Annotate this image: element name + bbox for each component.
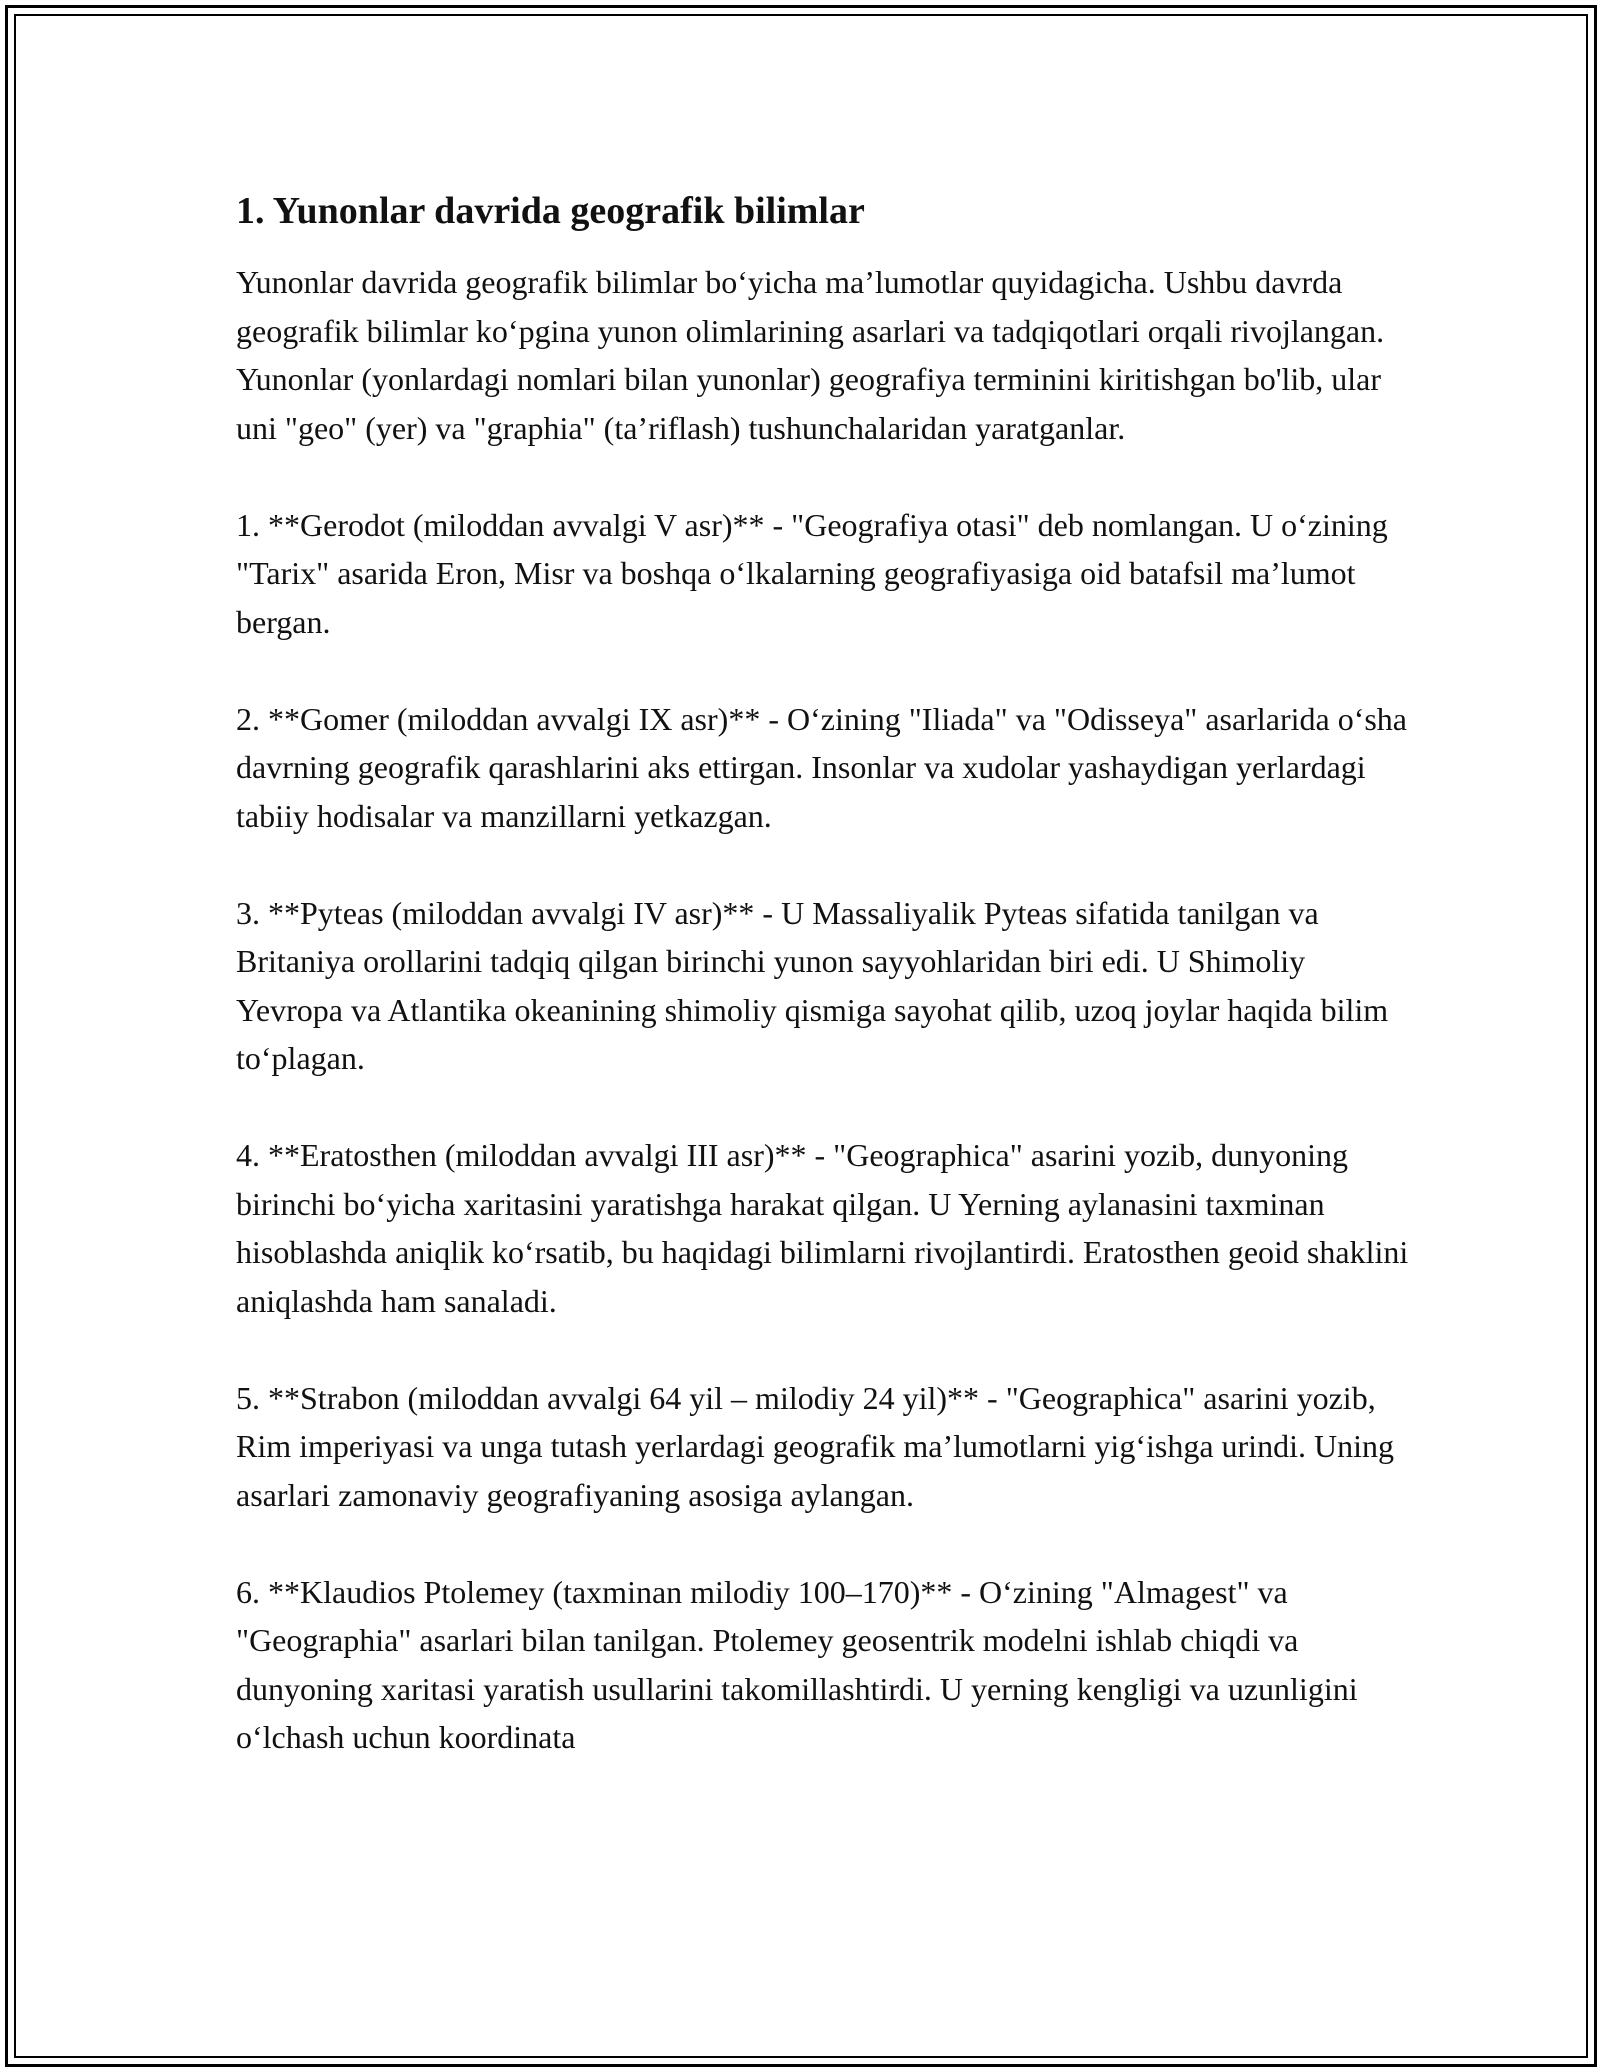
list-item-strabon: 5. **Strabon (miloddan avvalgi 64 yil – milodiy 24 yil)** - "Geographica" asarini yozib, Rim imperiyasi va unga tutash yerlardagi geografik ma’lumotlarni yig‘ishga urindi. Uning asarlari zamonaviy geografiyaning asosiga aylangan. bbox=[236, 1379, 1394, 1513]
section-heading: 1. Yunonlar davrida geografik bilimlar bbox=[236, 190, 865, 232]
list-item-gomer: 2. **Gomer (miloddan avvalgi IX asr)** - O‘zining "Iliada" va "Odisseya" asarlarida o‘sha davrning geografik qarashlarini aks ettirgan. Insonlar va xudolar yashaydigan yerlardagi tabiiy hodisalar va manzillarni yetkazgan. bbox=[236, 700, 1407, 834]
intro-paragraph: Yunonlar davrida geografik bilimlar bo‘yicha ma’lumotlar quyidagicha. Ushbu davrda geografik bilimlar ko‘pgina yunon olimlarining asarlari va tadqiqotlari orqali rivojlangan. Yunonlar (yonlardagi nomlari bilan yunonlar) geografiya terminini kiritishgan bo'lib, ular uni "geo" (yer) va "graphia" (ta’riflash) tushunchalaridan yaratganlar. bbox=[236, 264, 1385, 446]
list-item-gerodot: 1. **Gerodot (miloddan avvalgi V asr)** - "Geografiya otasi" deb nomlangan. U o‘zining "Tarix" asarida Eron, Misr va boshqa o‘lkalarning geografiyasiga oid batafsil ma’lumot bergan. bbox=[236, 506, 1388, 640]
list-item-ptolemey: 6. **Klaudios Ptolemey (taxminan milodiy 100–170)** - O‘zining "Almagest" va "Geographia" asarlari bilan tanilgan. Ptolemey geosentrik modelni ishlab chiqdi va dunyoning xaritasi yaratish usullarini takomillashtirdi. U yerning kengligi va uzunligini o‘lchash uchun koordinata bbox=[236, 1573, 1358, 1755]
document-body bbox=[236, 186, 1416, 1810]
list-item-pyteas: 3. **Pyteas (miloddan avvalgi IV asr)** - U Massaliyalik Pyteas sifatida tanilgan va Britaniya orollarini tadqiq qilgan birinchi yunon sayyohlaridan biri edi. U Shimoliy Yevropa va Atlantika okeanining shimoliy qismiga sayohat qilib, uzoq joylar haqida bilim to‘plagan. bbox=[236, 894, 1389, 1076]
list-item-eratosthen: 4. **Eratosthen (miloddan avvalgi III asr)** - "Geographica" asarini yozib, dunyoning birinchi bo‘yicha xaritasini yaratishga harakat qilgan. U Yerning aylanasini taxminan hisoblashda aniqlik ko‘rsatib, bu haqidagi bilimlarni rivojlantirdi. Eratosthen geoid shaklini aniqlashda ham sanaladi. bbox=[236, 1137, 1409, 1319]
